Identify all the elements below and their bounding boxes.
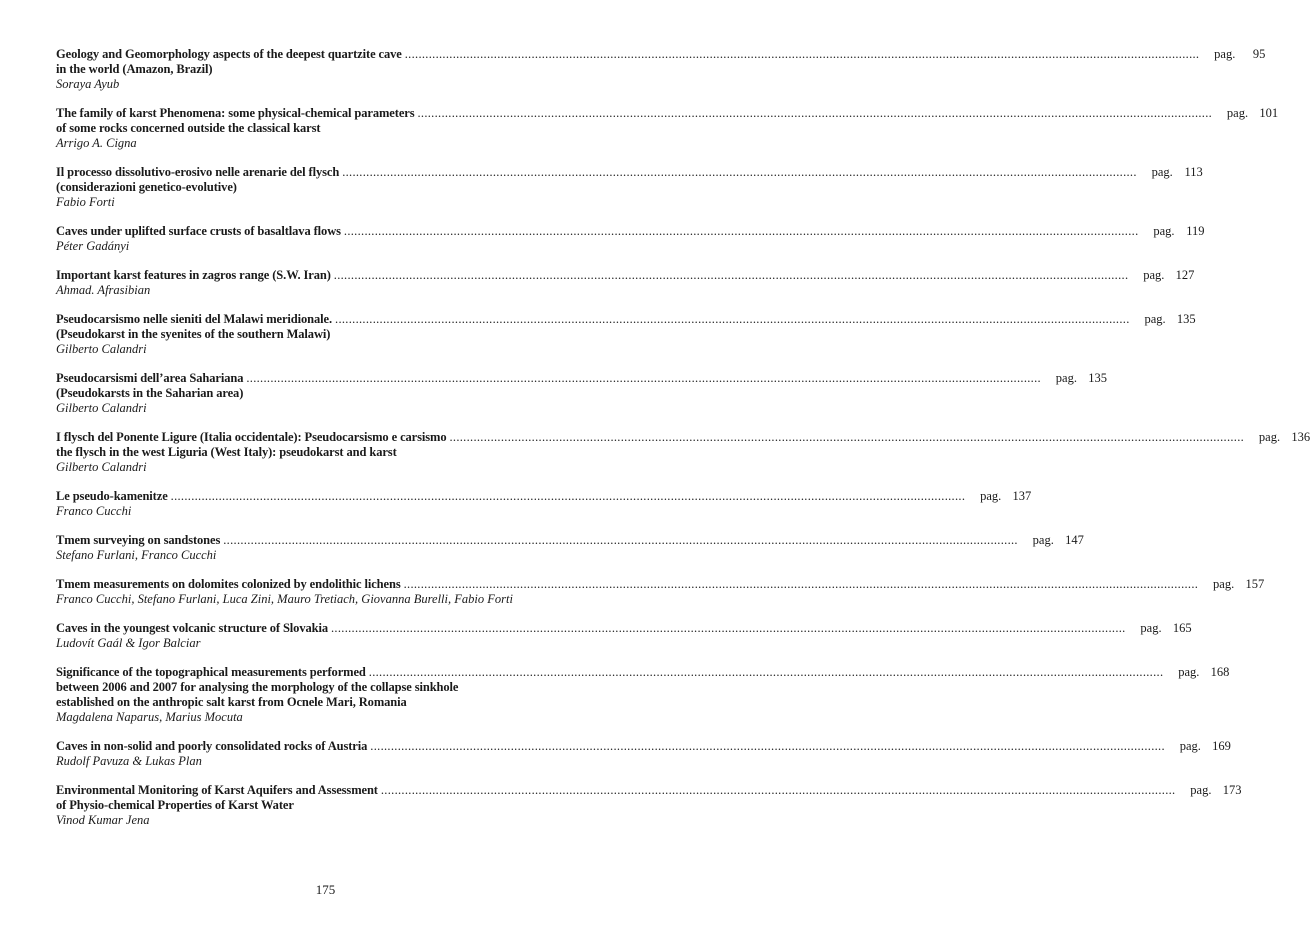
page-reference: 135 [1176, 312, 1196, 326]
entry-title-text: established on the anthropic salt karst from Ocnele Mari, Romania [56, 695, 407, 709]
entry-title-text: Important karst features in zagros range (S.W. Iran) [56, 268, 331, 282]
toc-entry-title-first-line [56, 430, 1310, 445]
entry-title-text: Environmental Monitoring of Karst Aquifers and Assessment [56, 783, 378, 797]
entry-title-text: Caves in non-solid and poorly consolidated rocks of Austria [56, 739, 368, 753]
toc-entry-title-line [56, 62, 600, 77]
toc-entry [56, 371, 1107, 416]
entry-author: Vinod Kumar Jena [56, 813, 150, 827]
entry-author: Ahmad. Afrasibian [56, 283, 151, 297]
dot-leader [446, 430, 1244, 445]
entry-title-text: the flysch in the west Liguria (West Italy): pseudokarst and karst [56, 445, 397, 459]
dot-leader [402, 47, 1200, 62]
entry-author: Franco Cucchi, Stefano Furlani, Luca Zini, Mauro Tretiach, Giovanna Burelli, Fabio Forti [56, 592, 513, 606]
toc-entry [56, 489, 1032, 519]
toc-entry-title-first-line [56, 106, 1279, 121]
entry-author: Ludovít Gaál & Igor Balciar [56, 636, 201, 650]
page-reference: 95 [1252, 47, 1266, 61]
dot-leader [168, 489, 966, 504]
dot-leader [331, 268, 1129, 283]
entry-title-text: Significance of the topographical measurements performed [56, 665, 366, 679]
toc-entry-title-first-line [56, 371, 1107, 386]
entry-author: Gilberto Calandri [56, 401, 147, 415]
entry-title-text: Tmem measurements on dolomites colonized by endolithic lichens [56, 577, 401, 591]
entry-title-text: Pseudocarsismi dell’area Sahariana [56, 371, 244, 385]
toc-entry-title-first-line [56, 489, 1032, 504]
toc-entry [56, 106, 1279, 151]
toc-entry-title-first-line [56, 577, 1265, 592]
pag-label: pag. [980, 489, 1002, 503]
dot-leader [366, 665, 1164, 680]
dot-leader [401, 577, 1199, 592]
dot-leader [378, 783, 1176, 798]
dot-leader [328, 621, 1126, 636]
page-reference: 147 [1065, 533, 1084, 547]
toc-entry-title-line [56, 695, 600, 710]
entry-title-text: The family of karst Phenomena: some physical-chemical parameters [56, 106, 415, 120]
entry-title-text: I flysch del Ponente Ligure (Italia occidentale): Pseudocarsismo e carsismo [56, 430, 447, 444]
entry-title-text: Geology and Geomorphology aspects of the deepest quartzite cave [56, 47, 402, 61]
entry-title-text: Pseudocarsismo nelle sieniti del Malawi meridionale. [56, 312, 333, 326]
toc-entry [56, 268, 1195, 298]
toc-entry-title-first-line [56, 783, 1242, 798]
toc-entry-title-first-line [56, 47, 1266, 62]
pag-label: pag. [1179, 739, 1201, 753]
toc-entry-title-line [56, 445, 600, 460]
entry-title-text: Tmem surveying on sandstones [56, 533, 221, 547]
pag-label: pag. [1153, 224, 1175, 238]
entry-author: Soraya Ayub [56, 77, 120, 91]
toc-entry [56, 312, 1196, 357]
dot-leader [367, 739, 1165, 754]
toc-entry-title-first-line [56, 739, 1231, 754]
page-reference: 136 [1291, 430, 1310, 444]
toc-entry-title-line [56, 180, 600, 195]
toc-entry-title-line [56, 386, 600, 401]
entry-author: Fabio Forti [56, 195, 115, 209]
page-reference: 113 [1184, 165, 1203, 179]
entry-title-text: between 2006 and 2007 for analysing the morphology of the collapse sinkhole [56, 680, 459, 694]
toc-entry-title-line [56, 680, 600, 695]
entry-title-text: of some rocks concerned outside the classical karst [56, 121, 321, 135]
pag-label: pag. [1214, 47, 1236, 61]
toc-entry [56, 47, 1266, 92]
page-reference: 169 [1212, 739, 1231, 753]
pag-label: pag. [1178, 665, 1200, 679]
pag-label: pag. [1032, 533, 1054, 547]
entry-author: Stefano Furlani, Franco Cucchi [56, 548, 217, 562]
toc-entry [56, 739, 1231, 769]
entry-title-text: (Pseudokarst in the syenites of the southern Malawi) [56, 327, 331, 341]
entry-title-text: Caves in the youngest volcanic structure of Slovakia [56, 621, 328, 635]
toc-entry-title-first-line [56, 621, 1192, 636]
toc-entry-title-line [56, 121, 600, 136]
toc-entry [56, 430, 1310, 475]
pag-label: pag. [1151, 165, 1173, 179]
page-reference: 127 [1175, 268, 1195, 282]
toc-entry-title-first-line [56, 533, 1084, 548]
table-of-contents [56, 47, 1310, 842]
dot-leader [341, 224, 1139, 239]
page-reference: 165 [1172, 621, 1192, 635]
entry-author: Péter Gadányi [56, 239, 130, 253]
pag-label: pag. [1144, 312, 1166, 326]
toc-entry [56, 621, 1192, 651]
entry-author: Gilberto Calandri [56, 460, 147, 474]
dot-leader [243, 371, 1041, 386]
page-number: 175 [315, 882, 336, 897]
toc-entry [56, 224, 1205, 254]
page-reference: 101 [1259, 106, 1279, 120]
page-reference: 119 [1186, 224, 1205, 238]
entry-title-text: in the world (Amazon, Brazil) [56, 62, 213, 76]
pag-label: pag. [1190, 783, 1212, 797]
dot-leader [332, 312, 1130, 327]
entry-author: Franco Cucchi [56, 504, 132, 518]
pag-label: pag. [1055, 371, 1077, 385]
toc-entry-title-first-line [56, 268, 1195, 283]
entry-title-text: Il processo dissolutivo-erosivo nelle arenarie del flysch [56, 165, 340, 179]
pag-label: pag. [1143, 268, 1165, 282]
toc-entry [56, 783, 1242, 828]
dot-leader [339, 165, 1137, 180]
entry-title-text: of Physio-chemical Properties of Karst Water [56, 798, 294, 812]
toc-entry-title-first-line [56, 165, 1203, 180]
toc-entry [56, 165, 1203, 210]
toc-entry [56, 533, 1084, 563]
entry-author: Gilberto Calandri [56, 342, 147, 356]
pag-label: pag. [1213, 577, 1235, 591]
pag-label: pag. [1140, 621, 1162, 635]
pag-label: pag. [1226, 106, 1249, 120]
toc-entry [56, 665, 1230, 725]
entry-title-text: Le pseudo-kamenitze [56, 489, 168, 503]
page-reference: 173 [1222, 783, 1242, 797]
entry-author: Rudolf Pavuza & Lukas Plan [56, 754, 202, 768]
entry-author: Arrigo A. Cigna [56, 136, 137, 150]
page-reference: 137 [1012, 489, 1032, 503]
toc-entry-title-first-line [56, 312, 1196, 327]
pag-label: pag. [1258, 430, 1281, 444]
toc-entry [56, 577, 1265, 607]
page-reference: 135 [1088, 371, 1107, 385]
entry-author: Magdalena Naparus, Marius Mocuta [56, 710, 243, 724]
dot-leader [414, 106, 1212, 121]
toc-entry-title-line [56, 798, 600, 813]
page-reference: 157 [1245, 577, 1265, 591]
dot-leader [220, 533, 1018, 548]
page-reference: 168 [1210, 665, 1230, 679]
toc-entry-title-first-line [56, 665, 1230, 680]
toc-entry-title-first-line [56, 224, 1205, 239]
entry-title-text: (Pseudokarsts in the Saharian area) [56, 386, 244, 400]
entry-title-text: Caves under uplifted surface crusts of basaltlava flows [56, 224, 341, 238]
entry-title-text: (considerazioni genetico-evolutive) [56, 180, 237, 194]
toc-entry-title-line [56, 327, 600, 342]
